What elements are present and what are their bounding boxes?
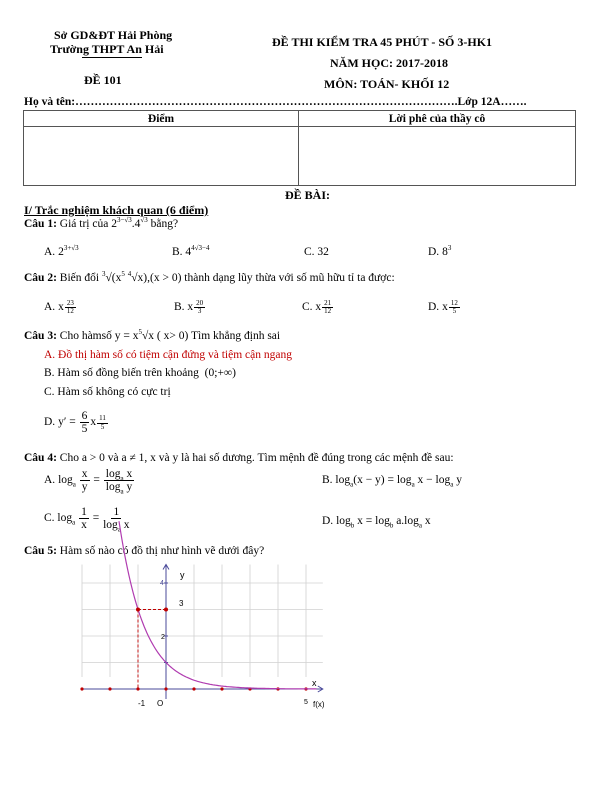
- y-axis-label: y: [180, 570, 185, 580]
- x-tick-dot: [80, 687, 83, 690]
- point-y-3: [164, 608, 168, 612]
- x-tick-dot: [248, 687, 251, 690]
- question-2-stem: Câu 2: Biến đổi $^3√(x^5$ $^4$√x),(x > 0) thành dạng lũy thừa với số mũ hữu tỉ ta được:: [24, 270, 395, 284]
- subject-line: MÔN: TOÁN- KHỐI 12: [324, 77, 450, 91]
- origin-label: O: [157, 699, 164, 708]
- y-axis-arrow: [163, 564, 169, 569]
- fx-label: f(x): [313, 700, 325, 709]
- question-3-option-c[interactable]: C. Hàm số không có cực trị: [44, 386, 171, 398]
- question-4-option-b[interactable]: B. $\log_a(x - y) = \log_a x - \log_a y$: [322, 474, 462, 489]
- question-3-option-a[interactable]: A. Đồ thị hàm số có tiệm cận đứng và tiệm cận ngang: [44, 349, 292, 361]
- graph-guides: [138, 610, 166, 690]
- question-4-option-c[interactable]: C. $\log_a$ $\frac{1}{x}$ = $\frac{1}{\log_a x}$: [44, 506, 130, 534]
- question-1-option-c[interactable]: C. 32: [304, 246, 329, 258]
- x-tick-dot: [192, 687, 195, 690]
- exam-code: ĐỀ 101: [84, 73, 122, 87]
- graph-grid: [82, 564, 323, 677]
- exam-title: ĐỀ THI KIỂM TRA 45 PHÚT - SỐ 3-HK1: [272, 35, 493, 49]
- x-tick-dot: [136, 687, 139, 690]
- question-1-option-a[interactable]: A. $2^{3+√3}$: [44, 244, 79, 258]
- grade-header-score: Điểm: [24, 111, 299, 127]
- tick-label-neg1: -1: [138, 699, 146, 708]
- student-name-field: Họ và tên:……………………………………………………………………………………….Lớp 12A…….: [24, 96, 527, 108]
- question-4-option-a[interactable]: A. $\log_a$ $\frac{x}{y}$ = $\frac{\log_a x}{\log_a y}$: [44, 468, 133, 496]
- graph-points: [136, 608, 168, 612]
- x-axis-arrow: [318, 686, 323, 692]
- x-axis-label: x: [312, 678, 317, 688]
- grade-cell-comment: [299, 127, 576, 186]
- question-4-option-d[interactable]: D. $\log_b x = \log_b a.\log_a$ x: [322, 515, 431, 530]
- question-2-option-d[interactable]: D. x $\frac{12}{5}$: [428, 299, 458, 316]
- point-neg1-3: [136, 608, 140, 612]
- question-2-option-a[interactable]: A. x $\frac{23}{12}$: [44, 299, 74, 316]
- x-tick-dot: [304, 687, 307, 690]
- question-4-stem: Câu 4: Cho a > 0 và a ≠ 1, x và y là hai số dương. Tìm mệnh đề đúng trong các mệnh đề sau:: [24, 452, 454, 464]
- graph-axes: [80, 564, 322, 699]
- x-tick-dot: [164, 687, 167, 690]
- question-2-option-c[interactable]: C. x $\frac{21}{12}$: [302, 299, 332, 316]
- tick-label-y4: 4: [160, 580, 164, 587]
- department-name: Sở GD&ĐT Hải Phòng: [54, 28, 173, 42]
- grade-table: [23, 110, 576, 186]
- x-tick-dot: [108, 687, 111, 690]
- part1-heading: I/ Trắc nghiệm khách quan (6 điểm): [24, 203, 209, 217]
- grade-header-comment: Lời phê của thầy cô: [299, 111, 576, 127]
- tick-label-y3: 3: [179, 599, 184, 608]
- question-2-option-b[interactable]: B. x $\frac{20}{3}$: [174, 299, 204, 316]
- question-3-option-b[interactable]: B. Hàm số đồng biến trên khoảng (0;+∞): [44, 367, 236, 379]
- question-3-option-d[interactable]: D. y′ = $\frac{6}{5}$ x $\frac{11}{5}$: [44, 410, 106, 436]
- question-3-stem: Câu 3: Cho hàmsố $y = x^5√x$ ( x> 0) Tìm khẳng định sai: [24, 328, 281, 342]
- x-tick-dot: [220, 687, 223, 690]
- question-1-option-b[interactable]: B. $4^{4√3-4}$: [172, 244, 210, 258]
- grade-cell-score: [24, 127, 299, 186]
- school-year: NĂM HỌC: 2017-2018: [330, 56, 448, 70]
- x-tick-dot: [276, 687, 279, 690]
- school-underline: [82, 57, 142, 58]
- question-1-stem: Câu 1: Giá trị của $2^{3-√3}.4^{√3}$ bằng?: [24, 216, 179, 230]
- tick-label-x5: 5: [304, 699, 308, 706]
- exam-heading: ĐỀ BÀI:: [285, 188, 331, 202]
- tick-label-y2: 2: [161, 634, 165, 641]
- question-1-option-d[interactable]: D. $8^3$: [428, 244, 452, 258]
- school-name: Trường THPT An Hải: [50, 42, 164, 56]
- question-5-stem: Câu 5: Hàm số nào có đồ thị như hình vẽ dưới đây?: [24, 545, 265, 557]
